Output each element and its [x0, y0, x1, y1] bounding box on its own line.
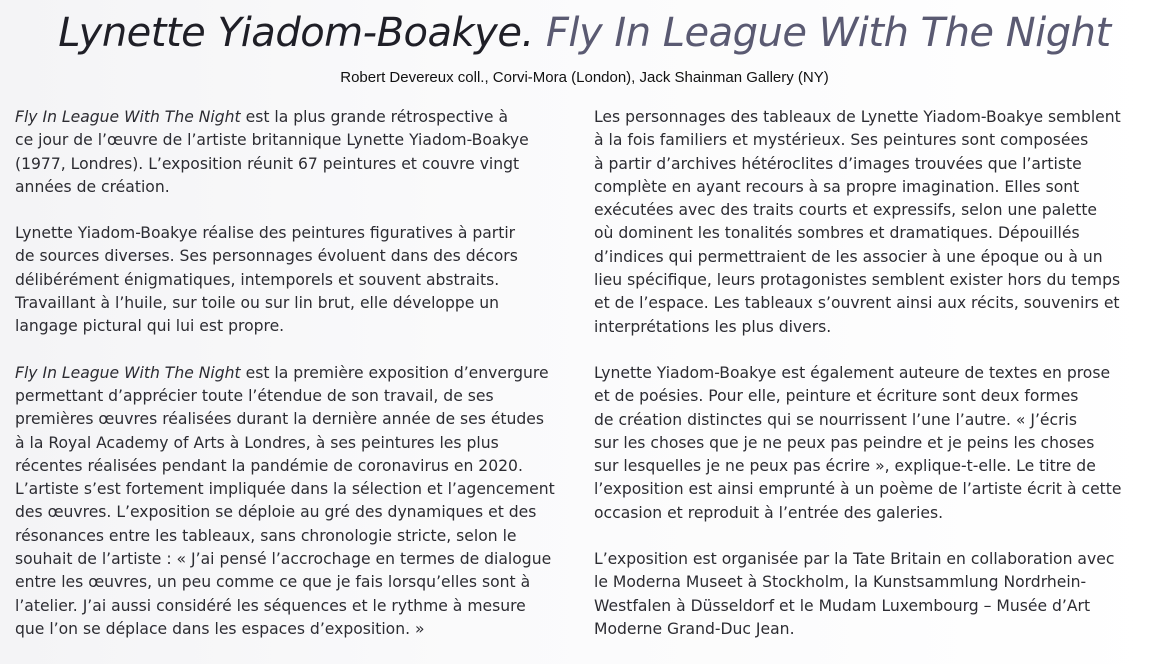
text-line: premières œuvres réalisées durant la dernière année de ses études — [15, 410, 545, 429]
text-line: souhait de l’artiste : « J’ai pensé l’accrochage en termes de dialogue — [15, 550, 552, 569]
text-line: lieu spécifique, leurs protagonistes semblent exister hors du temps — [594, 271, 1121, 290]
page-title — [0, 6, 1169, 60]
text-line: des œuvres. L’exposition se déploie au gré des dynamiques et des — [15, 503, 537, 522]
text-line: Fly In League With The Night est la plus grande rétrospective à — [15, 108, 508, 126]
text-line: Moderne Grand-Duc Jean. — [594, 619, 795, 638]
text-line: sur les choses que je ne peux pas peindre et je peins les choses — [594, 433, 1095, 452]
text-line: l’exposition est ainsi emprunté à un poème de l’artiste écrit à cette — [594, 480, 1122, 499]
title-artist: Lynette Yiadom-Boakye. — [58, 10, 534, 56]
text-line: et de l’espace. Les tableaux s’ouvrent ainsi aux récits, souvenirs et — [594, 294, 1120, 313]
text-line: Les personnages des tableaux de Lynette Yiadom-Boakye semblent — [594, 108, 1121, 126]
text-line: années de création. — [15, 177, 170, 196]
text-line: L’exposition est organisée par la Tate Britain en collaboration avec — [594, 550, 1115, 569]
characters-paragraph — [594, 106, 1154, 339]
text-line: de sources diverses. Ses personnages évoluent dans des décors — [15, 247, 518, 266]
text-line: Westfalen à Düsseldorf et le Mudam Luxembourg – Musée d’Art — [594, 596, 1091, 615]
organisers-paragraph — [594, 548, 1154, 641]
text-line: ce jour de l’œuvre de l’artiste britannique Lynette Yiadom-Boakye — [15, 131, 529, 150]
text-line: Travaillant à l’huile, sur toile ou sur lin brut, elle développe un — [15, 294, 500, 313]
text-line: de création distinctes qui se nourrissent l’une l’autre. « J’écris — [594, 410, 1077, 429]
text-line: que l’on se déplace dans les espaces d’exposition. » — [15, 619, 425, 638]
right-column — [594, 106, 1154, 664]
text-line: complète en ayant recours à sa propre imagination. Elles sont — [594, 177, 1080, 196]
text-line: d’indices qui permettraient de les associer à une époque ou à un — [594, 247, 1103, 266]
text-line: à partir d’archives hétéroclites d’images trouvées que l’artiste — [594, 154, 1082, 173]
scope-paragraph — [15, 362, 587, 642]
exhibition-title-italic: Fly In League With The Night — [15, 108, 241, 126]
title-exhibition: Fly In League With The Night — [545, 10, 1111, 56]
text-line: (1977, Londres). L’exposition réunit 67 peintures et couvre vingt — [15, 154, 520, 173]
text-line: interprétations les plus divers. — [594, 317, 832, 336]
text-line: résonances entre les tableaux, sans chronologie stricte, selon le — [15, 526, 517, 545]
left-column — [15, 106, 587, 664]
text-line: occasion et reproduit à l’entrée des galeries. — [594, 503, 944, 522]
text-line: le Moderna Museet à Stockholm, la Kunstsammlung Nordrhein- — [594, 573, 1087, 592]
text-line: entre les œuvres, un peu comme ce que je fais lorsqu’elles sont à — [15, 573, 531, 592]
text-line: Lynette Yiadom-Boakye est également auteure de textes en prose — [594, 363, 1111, 382]
text-line: où dominent les tonalités sombres et dramatiques. Dépouillés — [594, 224, 1080, 243]
exhibition-title-italic: Fly In League With The Night — [15, 363, 241, 382]
text-line: l’atelier. J’ai aussi considéré les séquences et le rythme à mesure — [15, 596, 526, 615]
text-line: à la fois familiers et mystérieux. Ses peintures sont composées — [594, 131, 1089, 150]
credits-line: Robert Devereux coll., Corvi-Mora (London), Jack Shainman Gallery (NY) — [340, 69, 829, 86]
text-line: permettant d’apprécier toute l’étendue de son travail, de ses — [15, 386, 494, 405]
text-line: et de poésies. Pour elle, peinture et écriture sont deux formes — [594, 387, 1079, 406]
text-line: Fly In League With The Night est la première exposition d’envergure — [15, 363, 549, 382]
writing-paragraph — [594, 362, 1154, 525]
text-line: L’artiste s’est fortement impliquée dans la sélection et l’agencement — [15, 480, 555, 499]
text-line: langage pictural qui lui est propre. — [15, 317, 285, 336]
text-line: délibérément énigmatiques, intemporels et souvent abstraits. — [15, 270, 500, 289]
text-line: sur lesquelles je ne peux pas écrire », explique-t-elle. Le titre de — [594, 457, 1096, 476]
sources-paragraph — [15, 222, 587, 338]
text-line: récentes réalisées pendant la pandémie de coronavirus en 2020. — [15, 456, 523, 475]
text-line: à la Royal Academy of Arts à Londres, à ses peintures les plus — [15, 433, 499, 452]
text-line: exécutées avec des traits courts et expressifs, selon une palette — [594, 201, 1098, 220]
text-line: Lynette Yiadom-Boakye réalise des peintures figuratives à partir — [15, 224, 516, 243]
intro-paragraph — [15, 106, 587, 199]
